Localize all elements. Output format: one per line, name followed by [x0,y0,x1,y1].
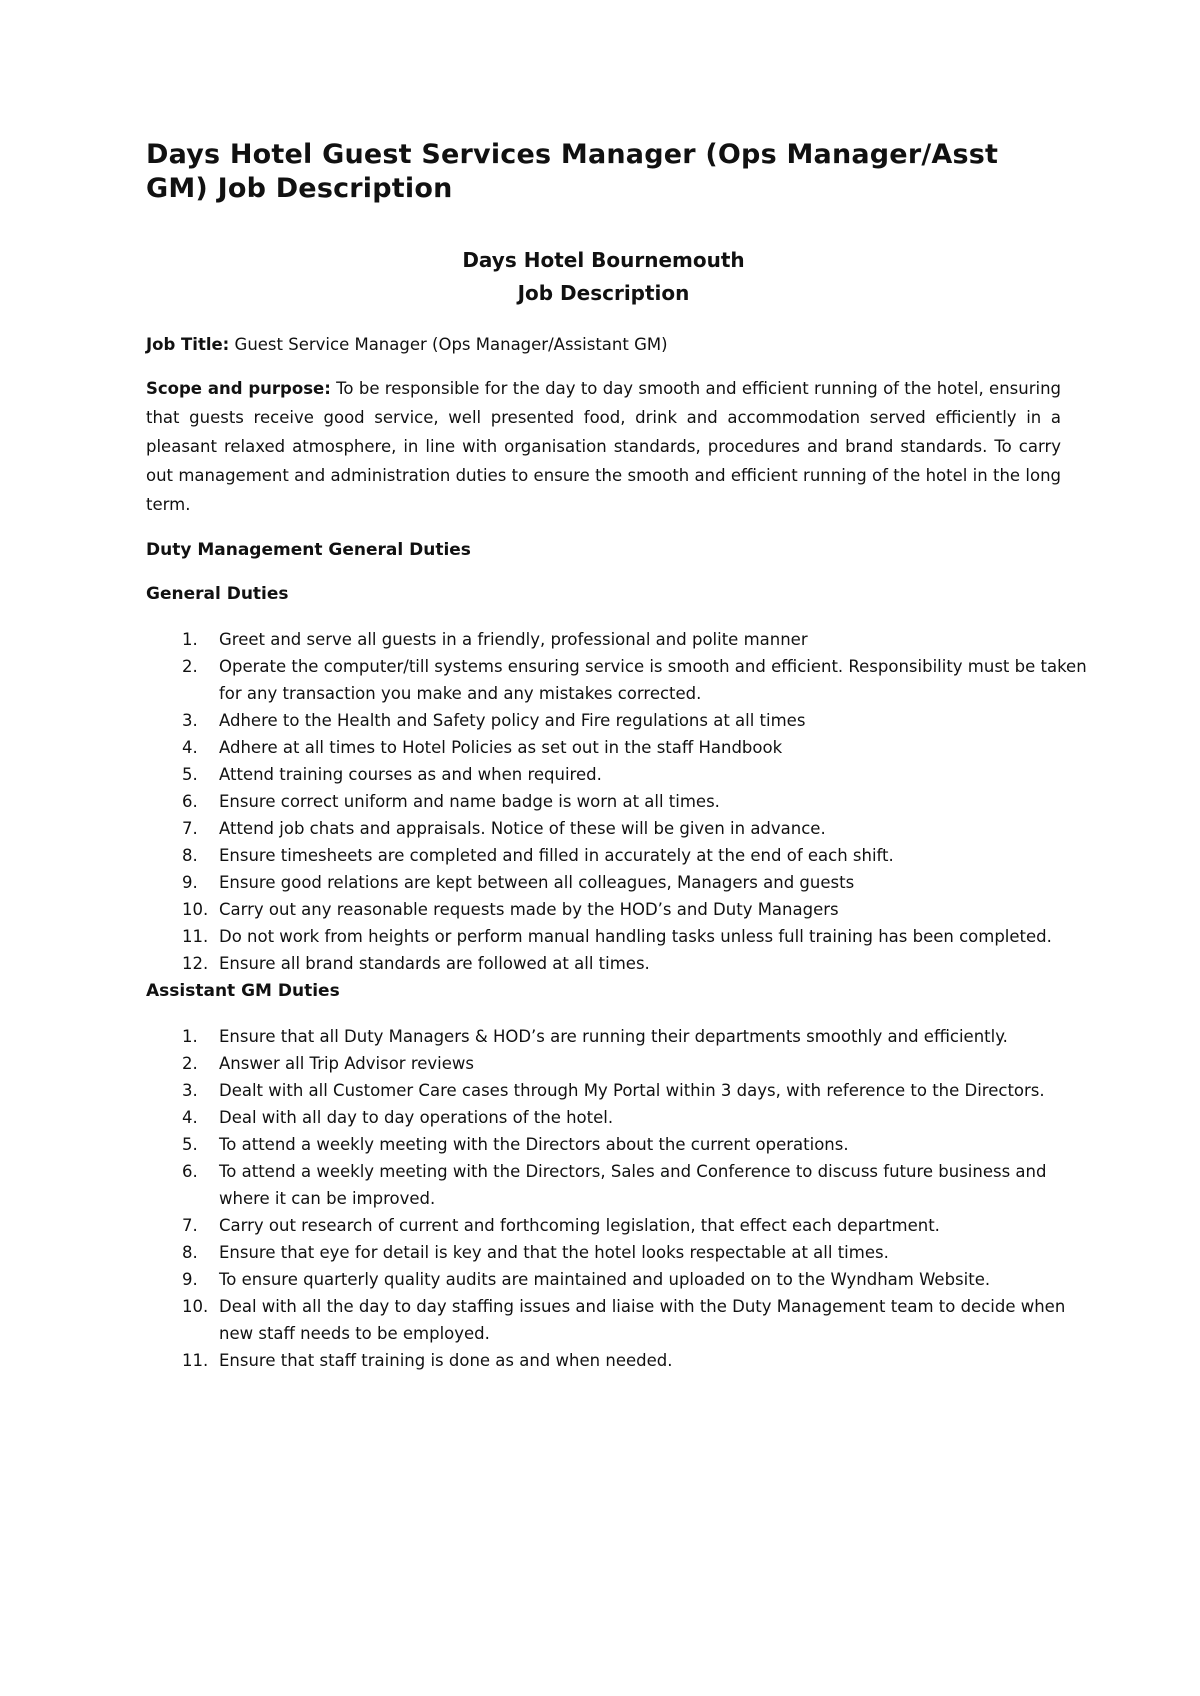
list-item: 4. Deal with all day to day operations of the hotel. [182,1108,614,1127]
job-title-label: Job Title: [146,335,230,354]
document-subtitle: Job Description [517,281,690,305]
list-item: 2. Operate the computer/till systems ensuring service is smooth and efficient. Responsibility must be taken for any transaction you make and any mistakes corrected. [182,657,1087,703]
list-item: 9. To ensure quarterly quality audits are maintained and uploaded on to the Wyndham Website. [182,1270,991,1289]
list-item: 10. Carry out any reasonable requests made by the HOD’s and Duty Managers [182,900,839,919]
list-item: 7. Carry out research of current and forthcoming legislation, that effect each department. [182,1216,940,1235]
assistant-gm-duties-list [146,1023,1066,1374]
hotel-name: Days Hotel Bournemouth [462,248,745,272]
list-item: 6. To attend a weekly meeting with the Directors, Sales and Conference to discuss future business and where it can be improved. [182,1162,1047,1208]
scope-label: Scope and purpose: [146,379,331,398]
list-item: 3. Dealt with all Customer Care cases through My Portal within 3 days, with reference to the Directors. [182,1081,1045,1100]
list-item: 1. Greet and serve all guests in a friendly, professional and polite manner [182,630,808,649]
document-title: Days Hotel Guest Services Manager (Ops Manager/Asst GM) Job Description [146,139,999,204]
scope-text: To be responsible for the day to day smooth and efficient running of the hotel, ensuring that guests receive good service, well presented food, drink and accommodation served efficiently in a pleasant relaxed atmosphere, in line with organisation standards, procedures and brand standards. To carry out management and administration duties to ensure the smooth and efficient running of the hotel in the long term. [146,379,1061,514]
list-item: 9. Ensure good relations are kept between all colleagues, Managers and guests [182,873,855,892]
document-page [146,138,1087,1374]
list-item: 3. Adhere to the Health and Safety policy and Fire regulations at all times [182,711,806,730]
list-item: 8. Ensure timesheets are completed and filled in accurately at the end of each shift. [182,846,894,865]
list-item: 8. Ensure that eye for detail is key and that the hotel looks respectable at all times. [182,1243,889,1262]
job-title-value: Guest Service Manager (Ops Manager/Assistant GM) [234,335,668,354]
hotel-header [146,244,1061,310]
general-duties-list [146,626,1087,977]
list-item: 5. To attend a weekly meeting with the Directors about the current operations. [182,1135,849,1154]
duty-management-heading: Duty Management General Duties [146,540,471,560]
list-item: 6. Ensure correct uniform and name badge is worn at all times. [182,792,720,811]
job-title-paragraph [146,330,1061,359]
scope-paragraph [146,374,1061,519]
list-item: 7. Attend job chats and appraisals. Notice of these will be given in advance. [182,819,826,838]
list-item: 2. Answer all Trip Advisor reviews [182,1054,474,1073]
list-item: 11. Do not work from heights or perform manual handling tasks unless full training has been completed. [182,927,1052,946]
list-item: 12. Ensure all brand standards are followed at all times. [182,954,650,973]
general-duties-heading: General Duties [146,584,289,604]
list-item: 5. Attend training courses as and when required. [182,765,602,784]
list-item: 4. Adhere at all times to Hotel Policies as set out in the staff Handbook [182,738,783,757]
list-item: 10. Deal with all the day to day staffing issues and liaise with the Duty Management team to decide when new staff needs to be employed. [182,1297,1066,1343]
list-item: 1. Ensure that all Duty Managers & HOD’s are running their departments smoothly and efficiently. [182,1027,1008,1046]
list-item: 11. Ensure that staff training is done as and when needed. [182,1351,673,1370]
assistant-gm-heading: Assistant GM Duties [146,981,340,1001]
